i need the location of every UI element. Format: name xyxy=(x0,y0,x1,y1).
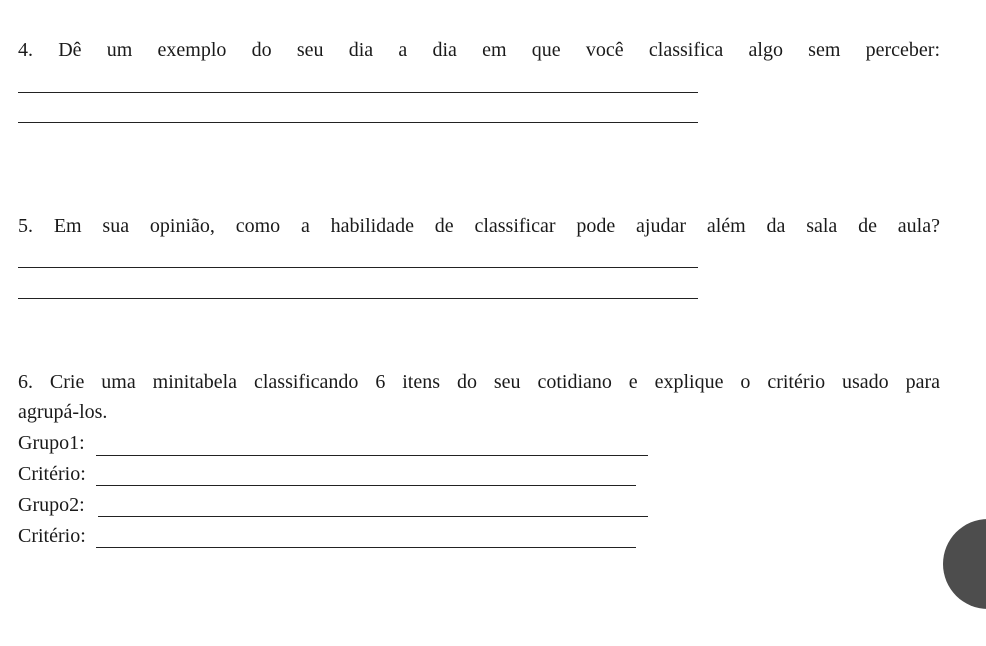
answer-line-q5-1[interactable] xyxy=(18,267,698,268)
criterio2-answer-line[interactable] xyxy=(96,547,636,548)
answer-line-q4-2[interactable] xyxy=(18,122,698,123)
grupo2-label: Grupo2: xyxy=(18,494,85,516)
grupo1-answer-line[interactable] xyxy=(96,455,648,456)
question-6-line-1: 6. Crie uma minitabela classificando 6 itens do seu cotidiano e explique o critério usado para xyxy=(18,371,940,393)
grupo2-answer-line[interactable] xyxy=(98,516,648,517)
criterio1-answer-line[interactable] xyxy=(96,485,636,486)
question-5: 5. Em sua opinião, como a habilidade de classificar pode ajudar além da sala de aula? xyxy=(18,215,940,237)
question-6-line-2: agrupá-los. xyxy=(18,401,108,423)
grupo1-label: Grupo1: xyxy=(18,432,85,454)
corner-decoration xyxy=(943,519,986,609)
answer-line-q4-1[interactable] xyxy=(18,92,698,93)
question-6 xyxy=(18,367,940,427)
criterio2-label: Critério: xyxy=(18,525,86,547)
question-4: 4. Dê um exemplo do seu dia a dia em que você classifica algo sem perceber: xyxy=(18,39,940,61)
criterio1-label: Critério: xyxy=(18,463,86,485)
answer-line-q5-2[interactable] xyxy=(18,298,698,299)
